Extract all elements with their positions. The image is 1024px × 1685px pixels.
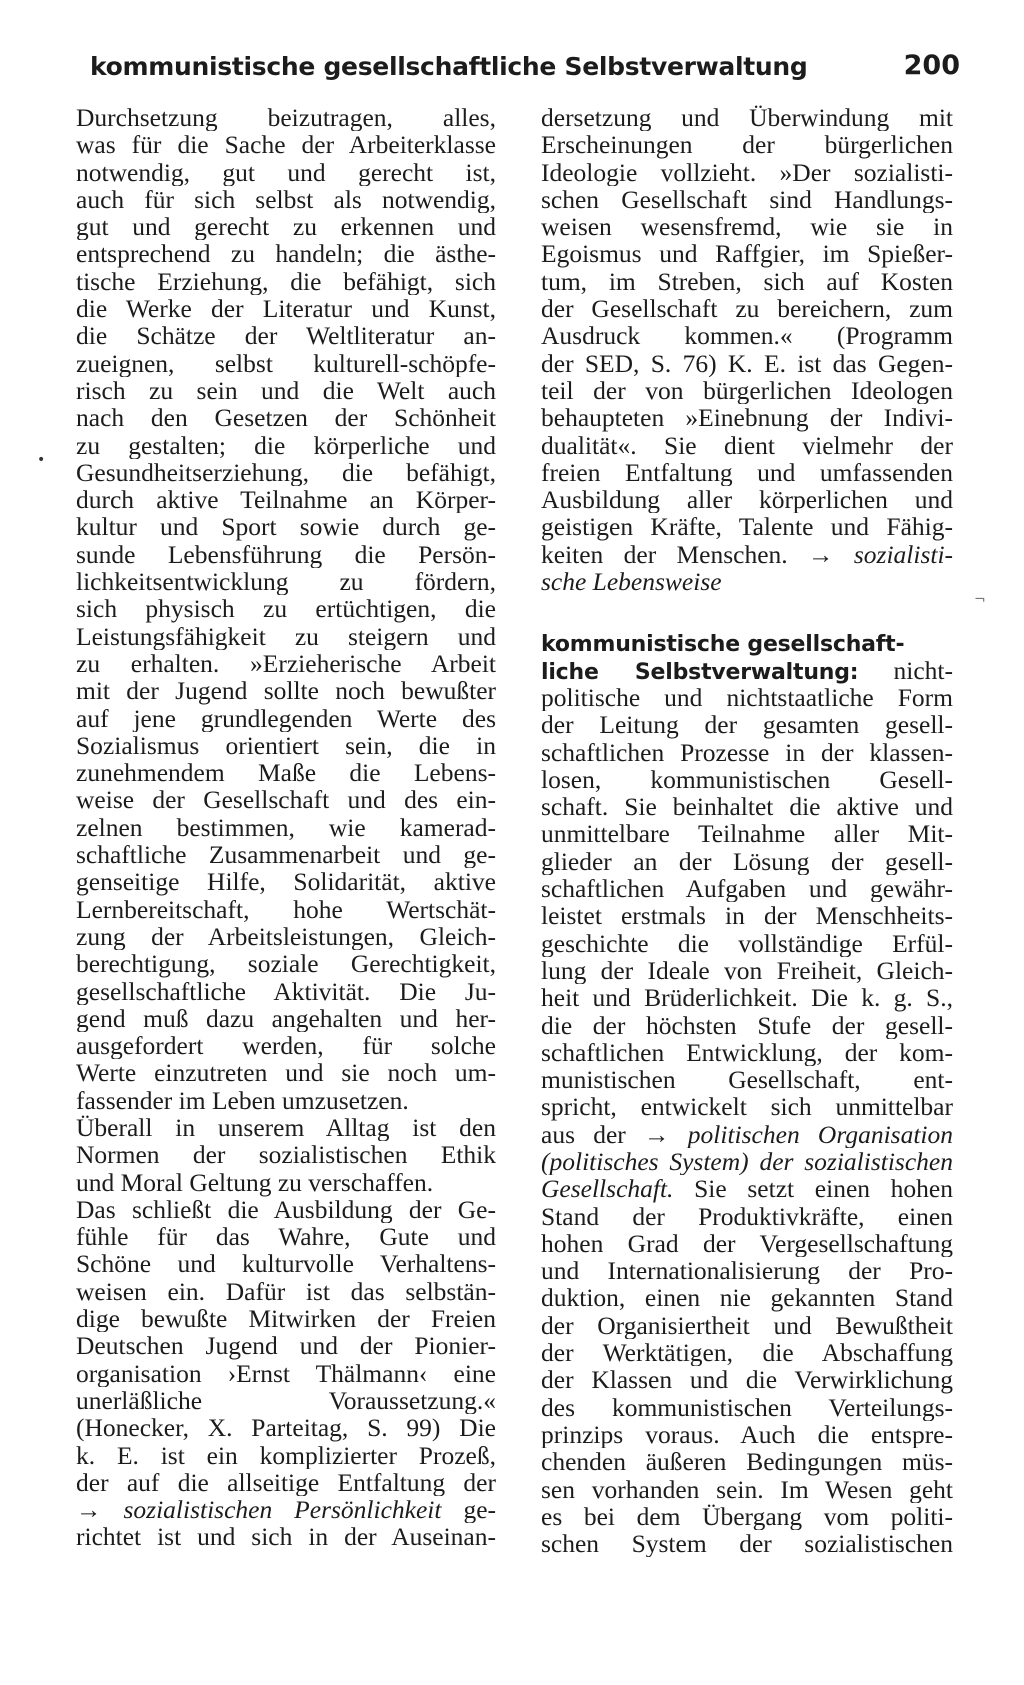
- margin-tick-mark: ¬: [974, 592, 986, 608]
- text-line: dersetzung und Überwindung mit: [541, 104, 953, 132]
- text-line: schen Gesellschaft sind Handlungs-: [541, 185, 953, 214]
- text-line: tum, im Streben, sich auf Kosten: [541, 267, 953, 296]
- text-line: der Leitung der gesamten gesell-: [541, 711, 953, 739]
- text-line: und Moral Geltung zu verschaffen.: [76, 1167, 434, 1197]
- text-line: (Honecker, X. Parteitag, S. 99) Die: [76, 1414, 496, 1442]
- left-column: [76, 104, 496, 1551]
- text-line: sen vorhanden sein. Im Wesen geht: [541, 1475, 953, 1503]
- text-line: gesellschaftliche Aktivität. Die Ju-: [76, 977, 496, 1005]
- text-line: zu erhalten. »Erzieherische Arbeit: [76, 649, 496, 678]
- text-line: freien Entfaltung und umfassenden: [541, 458, 953, 487]
- text-line: entsprechend zu handeln; die ästhe-: [76, 240, 496, 268]
- text-line: teil der von bürgerlichen Ideologen: [541, 376, 953, 405]
- text-line: Das schließt die Ausbildung der Ge-: [76, 1195, 496, 1224]
- text-line: unerläßliche Voraussetzung.«: [76, 1386, 496, 1415]
- text-line: zelnen bestimmen, wie kamerad-: [76, 813, 496, 842]
- entry-separator: [541, 595, 953, 629]
- text-line: politische und nichtstaatliche Form: [541, 683, 953, 712]
- cross-reference-line: [76, 1496, 496, 1523]
- text-line: der auf die allseitige Entfaltung der: [76, 1468, 496, 1497]
- text-line: tische Erziehung, die befähigt, sich: [76, 267, 496, 296]
- text-line: organisation ›Ernst Thälmann‹ eine: [76, 1359, 496, 1387]
- arrow-icon: →: [76, 1496, 102, 1524]
- text-line: weisen wesensfremd, wie sie in: [541, 213, 953, 241]
- text-line: hohen Grad der Vergesellschaftung: [541, 1229, 953, 1258]
- text-line: fühle für das Wahre, Gute und: [76, 1223, 496, 1251]
- running-head: kommunistische gesellschaftliche Selbstverwaltung: [90, 52, 808, 81]
- text-line: Schöne und kulturvolle Verhaltens-: [76, 1250, 496, 1278]
- text-line: durch aktive Teilnahme an Körper-: [76, 486, 496, 514]
- entry-headword: kommunistische gesellschaft-: [541, 632, 905, 658]
- page-number: 200: [903, 50, 960, 81]
- cross-reference-line: [541, 541, 953, 568]
- text-line: und Internationalisierung der Pro-: [541, 1257, 953, 1285]
- text-line: Normen der sozialistischen Ethik: [76, 1141, 496, 1169]
- text-line: weise der Gesellschaft und des ein-: [76, 786, 496, 814]
- text-line: leistet erstmals in der Menschheits-: [541, 902, 953, 930]
- text-line: unmittelbare Teilnahme aller Mit-: [541, 820, 953, 848]
- text-line: schaftlichen Entwicklung, der kom-: [541, 1038, 953, 1067]
- text-line: schaft. Sie beinhaltet die aktive und: [541, 793, 953, 821]
- text-line: geistigen Kräfte, Talente und Fähig-: [541, 513, 953, 541]
- text-line: Werte einzutreten und sie noch um-: [76, 1059, 496, 1087]
- text-line: chenden äußeren Bedingungen müs-: [541, 1448, 953, 1476]
- text-line: Deutschen Jugend und der Pionier-: [76, 1332, 496, 1360]
- right-column: [541, 104, 953, 1557]
- text-line: schaftlichen Aufgaben und gewähr-: [541, 875, 953, 903]
- text-line: Gesundheitserziehung, die befähigt,: [76, 458, 496, 487]
- text-line: der Werktätigen, die Abschaffung: [541, 1339, 953, 1367]
- text-line: Durchsetzung beizutragen, alles,: [76, 104, 496, 132]
- text-line: die Schätze der Weltliteratur an-: [76, 322, 496, 350]
- text-line: zueignen, selbst kulturell-schöpfe-: [76, 349, 496, 377]
- text-line: Überall in unserem Alltag ist den: [76, 1113, 496, 1142]
- text-line: fassender im Leben umzusetzen.: [76, 1085, 409, 1115]
- text-line: Sozialismus orientiert sein, die in: [76, 731, 496, 760]
- text-line: was für die Sache der Arbeiterklasse: [76, 131, 496, 159]
- text-line: genseitige Hilfe, Solidarität, aktive: [76, 868, 496, 896]
- text-line: weisen ein. Dafür ist das selbstän-: [76, 1277, 496, 1306]
- cross-reference-link[interactable]: sozialistischen Persönlichkeit: [123, 1496, 442, 1524]
- text-line: duktion, einen nie gekannten Stand: [541, 1284, 953, 1312]
- text-line: gend muß dazu angehalten und her-: [76, 1004, 496, 1033]
- cross-reference-line: [541, 1121, 953, 1148]
- text-line: zung der Arbeitsleistungen, Gleich-: [76, 922, 496, 951]
- text-line: behaupteten »Einebnung der Indivi-: [541, 404, 953, 432]
- cross-reference-link[interactable]: sche Lebensweise: [541, 567, 722, 597]
- text-line: berechtigung, soziale Gerechtigkeit,: [76, 950, 496, 978]
- cross-reference-line: [541, 1175, 953, 1202]
- text-line: der Klassen und die Verwirklichung: [541, 1366, 953, 1394]
- text-fragment: aus der: [541, 1120, 626, 1148]
- text-line: kultur und Sport sowie durch ge-: [76, 513, 496, 541]
- cross-reference-link[interactable]: (politisches System) der sozialistischen: [541, 1147, 953, 1176]
- text-line: der SED, S. 76) K. E. ist das Gegen-: [541, 349, 953, 377]
- text-line: sich physisch zu ertüchtigen, die: [76, 595, 496, 623]
- cross-reference-link[interactable]: politischen Organisation: [687, 1120, 953, 1148]
- text-line: mit der Jugend sollte noch bewußter: [76, 677, 496, 705]
- text-line: glieder an der Lösung der gesell-: [541, 847, 953, 876]
- cross-reference-link[interactable]: Gesellschaft.: [541, 1175, 674, 1203]
- text-line: schen System der sozialistischen: [541, 1530, 953, 1558]
- text-fragment: ge-: [463, 1496, 496, 1524]
- text-line: Erscheinungen der bürgerlichen: [541, 131, 953, 159]
- text-line: munistischen Gesellschaft, ent-: [541, 1066, 953, 1094]
- text-line: dualität«. Sie dient vielmehr der: [541, 431, 953, 459]
- text-line: auch für sich selbst als notwendig,: [76, 185, 496, 214]
- text-line: die Werke der Literatur und Kunst,: [76, 295, 496, 323]
- text-line: der Organisiertheit und Bewußtheit: [541, 1311, 953, 1340]
- text-line: richtet ist und sich in der Auseinan-: [76, 1523, 496, 1551]
- text-line: es bei dem Übergang vom politi-: [541, 1502, 953, 1531]
- text-line: Ideologie vollzieht. »Der sozialisti-: [541, 158, 953, 186]
- text-line: notwendig, gut und gerecht ist,: [76, 158, 496, 186]
- text-line: losen, kommunistischen Gesell-: [541, 765, 953, 794]
- margin-bullet-mark: •: [37, 452, 46, 468]
- text-line: k. E. ist ein komplizierter Prozeß,: [76, 1441, 496, 1469]
- text-line: Lernbereitschaft, hohe Wertschät-: [76, 895, 496, 923]
- cross-reference-link[interactable]: sozialisti-: [853, 540, 953, 569]
- text-fragment: nicht-: [893, 656, 953, 684]
- text-line: Ausbildung aller körperlichen und: [541, 486, 953, 514]
- entry-headword-line: [541, 657, 953, 684]
- text-line: Leistungsfähigkeit zu steigern und: [76, 622, 496, 650]
- text-line: geschichte die vollständige Erfül-: [541, 929, 953, 957]
- text-line: der Gesellschaft zu bereichern, zum: [541, 295, 953, 323]
- text-line: spricht, entwickelt sich unmittelbar: [541, 1093, 953, 1121]
- text-line: schaftliche Zusammenarbeit und ge-: [76, 841, 496, 869]
- text-line: Ausdruck kommen.« (Programm: [541, 322, 953, 350]
- text-line: gut und gerecht zu erkennen und: [76, 213, 496, 241]
- text-line: sunde Lebensführung die Persön-: [76, 540, 496, 569]
- text-line: Stand der Produktivkräfte, einen: [541, 1202, 953, 1230]
- text-line: heit und Brüderlichkeit. Die k. g. S.,: [541, 984, 953, 1012]
- text-fragment: Sie setzt einen hohen: [694, 1175, 953, 1203]
- text-line: zu gestalten; die körperliche und: [76, 431, 496, 459]
- text-line: schaftlichen Prozesse in der klassen-: [541, 738, 953, 766]
- text-line: ausgefordert werden, für solche: [76, 1032, 496, 1060]
- entry-headword: liche Selbstverwaltung:: [541, 659, 859, 684]
- entry-headword-line: [541, 629, 953, 656]
- text-line: risch zu sein und die Welt auch: [76, 376, 496, 405]
- text-line: nach den Gesetzen der Schönheit: [76, 404, 496, 432]
- text-fragment: keiten der Menschen.: [541, 540, 788, 569]
- arrow-icon: →: [644, 1120, 670, 1148]
- arrow-icon: →: [808, 540, 834, 569]
- text-line: auf jene grundlegenden Werte des: [76, 704, 496, 732]
- text-line: prinzips voraus. Auch die entspre-: [541, 1420, 953, 1449]
- text-line: die der höchsten Stufe der gesell-: [541, 1011, 953, 1039]
- text-line: zunehmendem Maße die Lebens-: [76, 759, 496, 787]
- text-line: dige bewußte Mitwirken der Freien: [76, 1305, 496, 1333]
- text-line: Egoismus und Raffgier, im Spießer-: [541, 240, 953, 268]
- text-line: lung der Ideale von Freiheit, Gleich-: [541, 956, 953, 985]
- text-line: lichkeitsentwicklung zu fördern,: [76, 568, 496, 596]
- text-line: des kommunistischen Verteilungs-: [541, 1393, 953, 1421]
